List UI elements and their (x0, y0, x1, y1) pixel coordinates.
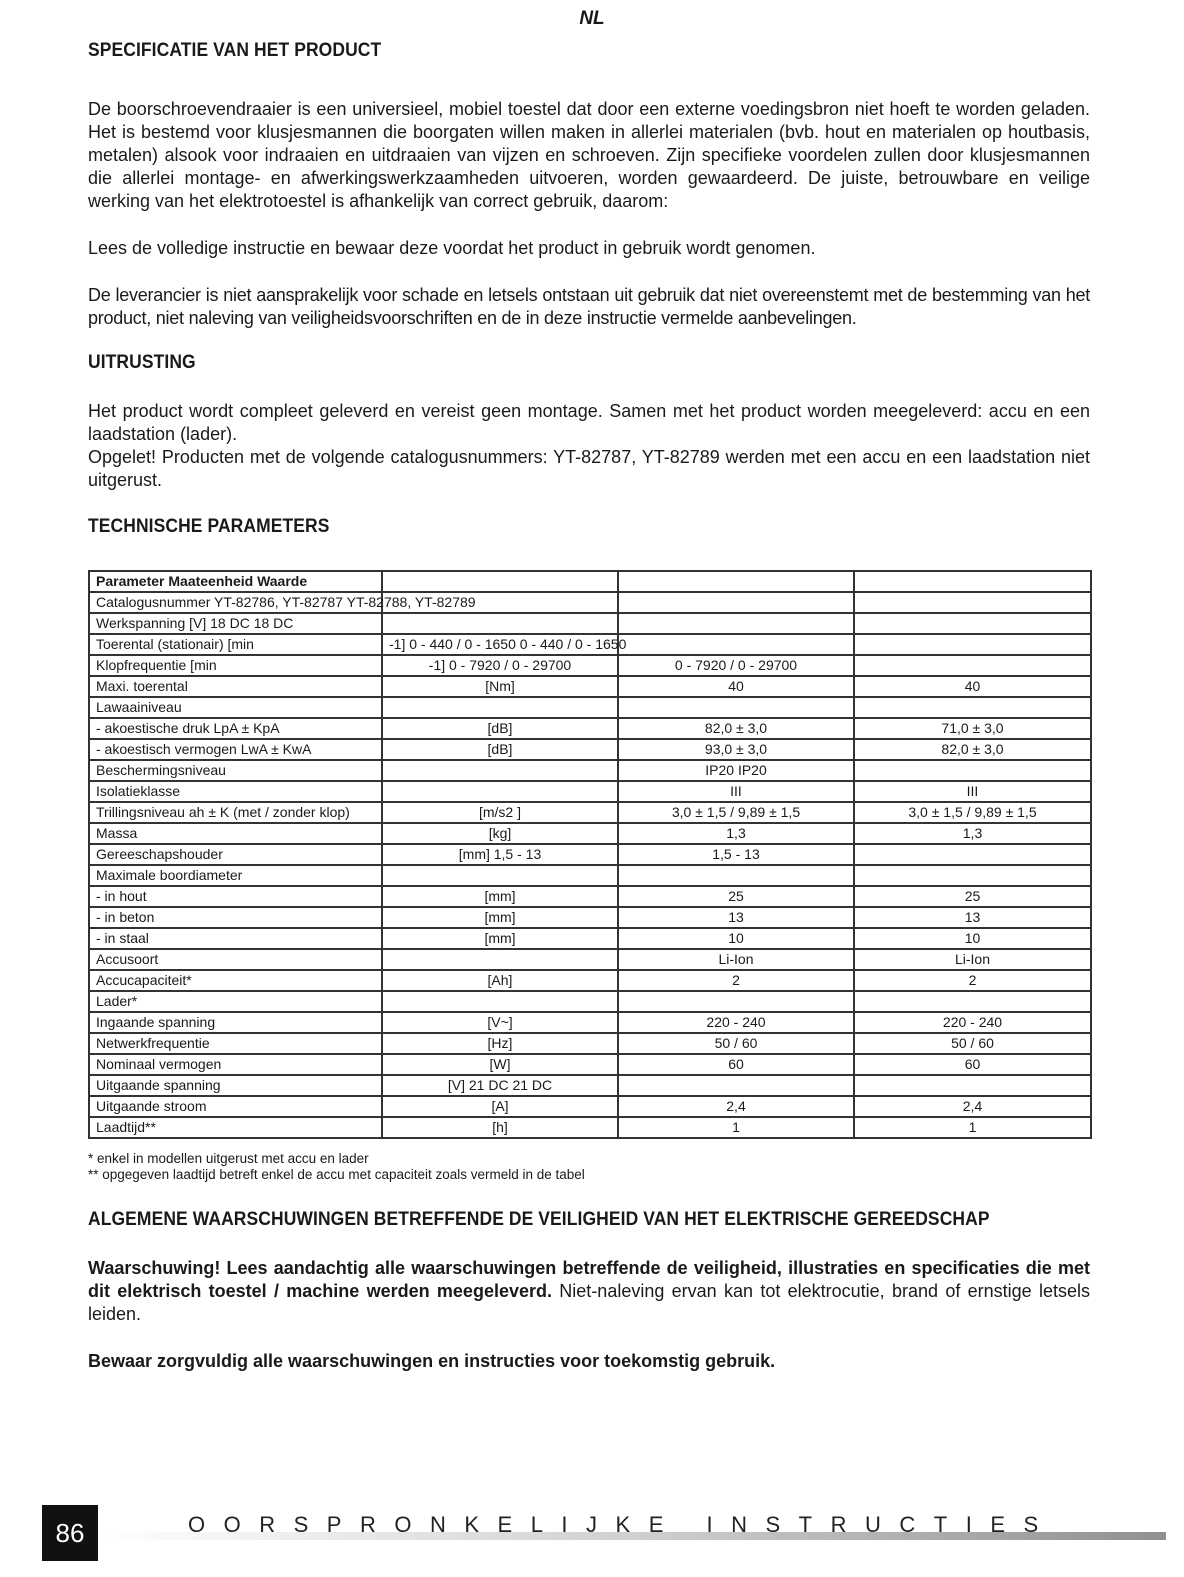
page-number: 86 (42, 1505, 98, 1561)
table-cell (854, 613, 1091, 634)
table-row (89, 970, 1091, 991)
table-cell: 82,0 ± 3,0 (618, 718, 854, 739)
table-row (89, 634, 1091, 655)
table-row (89, 928, 1091, 949)
table-cell: [mm] (382, 886, 618, 907)
table-cell (854, 1075, 1091, 1096)
table-cell (854, 571, 1091, 592)
table-cell: 1,5 - 13 (618, 844, 854, 865)
table-cell: 40 (854, 676, 1091, 697)
footnote-2: ** opgegeven laadtijd betreft enkel de accu met capaciteit zoals vermeld in de tabel (88, 1167, 585, 1182)
table-cell (382, 571, 618, 592)
table-cell: 60 (618, 1054, 854, 1075)
spec-paragraph-1: De boorschroevendraaier is een universieel, mobiel toestel dat door een externe voedingsbron niet hoeft te worden geladen. Het is bestemd voor klusjesmannen die boorgaten willen maken in allerlei materialen (bvb. hout en materialen op houtbasis, metalen) alsook voor indraaien en uitdraaien van vijzen en schroeven. Zijn specifieke voordelen zullen door klusjesmannen die allerlei montage- en afwerkingswerkzaamheden uitvoeren, worden gewaardeerd. De juiste, betrouwbare en veilige werking van het elektrotoestel is afhankelijk van correct gebruik, daarom: (88, 99, 1090, 211)
table-cell: Isolatieklasse (89, 781, 382, 802)
table-cell (618, 697, 854, 718)
table-cell: - in hout (89, 886, 382, 907)
page-content (88, 40, 1090, 1373)
table-cell (854, 655, 1091, 676)
table-cell: 25 (854, 886, 1091, 907)
table-cell: [h] (382, 1117, 618, 1138)
footer-title: OORSPRONKELIJKE INSTRUCTIES (188, 1512, 1057, 1537)
table-row (89, 1117, 1091, 1138)
table-cell: 93,0 ± 3,0 (618, 739, 854, 760)
table-cell: -1] 0 - 7920 / 0 - 29700 (382, 655, 618, 676)
table-row (89, 1054, 1091, 1075)
table-cell: [V] 21 DC 21 DC (382, 1075, 618, 1096)
table-row (89, 1075, 1091, 1096)
safety-keep-instructions: Bewaar zorgvuldig alle waarschuwingen en instructies voor toekomstig gebruik. (88, 1351, 776, 1371)
table-row (89, 739, 1091, 760)
equipment-paragraph-1: Het product wordt compleet geleverd en vereist geen montage. Samen met het product worden meegeleverd: accu en een laadstation (lader). (88, 401, 1090, 444)
table-cell: Parameter Maateenheid Waarde (89, 571, 382, 592)
table-row (89, 676, 1091, 697)
table-cell (382, 949, 618, 970)
table-cell: 10 (618, 928, 854, 949)
safety-warning-rest: Niet-naleving ervan kan tot elektrocutie, brand of ernstige letsels leiden. (88, 1281, 1090, 1324)
table-cell: III (854, 781, 1091, 802)
table-cell: Massa (89, 823, 382, 844)
table-cell: [Ah] (382, 970, 618, 991)
table-cell: 82,0 ± 3,0 (854, 739, 1091, 760)
safety-warning (88, 1257, 1090, 1326)
table-cell: 1 (618, 1117, 854, 1138)
table-cell: Uitgaande stroom (89, 1096, 382, 1117)
table-cell: Lawaainiveau (89, 697, 382, 718)
table-cell (854, 697, 1091, 718)
spec-paragraph-3: De leverancier is niet aansprakelijk voor schade en letsels ontstaan uit gebruik dat niet overeenstemt met de bestemming van het product, niet naleving van veiligheidsvoorschriften en de in deze instructie vermelde aanbevelingen. (88, 285, 1090, 328)
table-cell: [mm] (382, 907, 618, 928)
table-cell: 2 (618, 970, 854, 991)
table-cell: 10 (854, 928, 1091, 949)
table-cell: Laadtijd** (89, 1117, 382, 1138)
table-cell: - in staal (89, 928, 382, 949)
footnote-1: * enkel in modellen uitgerust met accu en lader (88, 1151, 369, 1166)
table-cell (618, 613, 854, 634)
table-cell: 0 - 7920 / 0 - 29700 (618, 655, 854, 676)
table-cell: -1] 0 - 440 / 0 - 1650 0 - 440 / 0 - 1650 (382, 634, 618, 655)
safety-warning-bold: Waarschuwing! Lees aandachtig alle waarschuwingen betreffende de veiligheid, illustraties en specificaties die met dit elektrisch toestel / machine werden meegeleverd. (88, 1258, 1090, 1301)
table-row (89, 886, 1091, 907)
table-cell: Maxi. toerental (89, 676, 382, 697)
table-cell (854, 760, 1091, 781)
table-cell: [W] (382, 1054, 618, 1075)
table-cell: 50 / 60 (618, 1033, 854, 1054)
table-cell: 220 - 240 (854, 1012, 1091, 1033)
table-cell: 3,0 ± 1,5 / 9,89 ± 1,5 (618, 802, 854, 823)
table-cell: 1,3 (618, 823, 854, 844)
table-cell: [Nm] (382, 676, 618, 697)
table-cell (618, 634, 854, 655)
table-cell: [dB] (382, 718, 618, 739)
table-cell: [A] (382, 1096, 618, 1117)
table-row (89, 613, 1091, 634)
table-cell: - in beton (89, 907, 382, 928)
table-cell: 13 (854, 907, 1091, 928)
table-row (89, 655, 1091, 676)
table-cell: Beschermingsniveau (89, 760, 382, 781)
table-cell (618, 865, 854, 886)
table-cell (382, 991, 618, 1012)
table-row (89, 802, 1091, 823)
table-cell (854, 865, 1091, 886)
table-row (89, 718, 1091, 739)
table-footnotes (88, 1151, 1090, 1183)
table-cell (618, 991, 854, 1012)
table-cell: 50 / 60 (854, 1033, 1091, 1054)
table-row (89, 991, 1091, 1012)
table-cell (618, 571, 854, 592)
table-cell: Gereeschapshouder (89, 844, 382, 865)
table-cell: Nominaal vermogen (89, 1054, 382, 1075)
table-cell: 3,0 ± 1,5 / 9,89 ± 1,5 (854, 802, 1091, 823)
table-cell: [dB] (382, 739, 618, 760)
table-cell (382, 697, 618, 718)
table-cell: [mm] (382, 928, 618, 949)
table-cell: - akoestische druk LpA ± KpA (89, 718, 382, 739)
table-cell (854, 991, 1091, 1012)
table-cell: [Hz] (382, 1033, 618, 1054)
table-cell: 40 (618, 676, 854, 697)
equipment-paragraph-2: Opgelet! Producten met de volgende catalogusnummers: YT-82787, YT-82789 werden met een accu en een laadstation niet uitgerust. (88, 447, 1090, 490)
table-cell: 1 (854, 1117, 1091, 1138)
table-cell: 25 (618, 886, 854, 907)
table-row (89, 1033, 1091, 1054)
equipment-heading: UITRUSTING (88, 352, 196, 373)
table-cell (382, 613, 618, 634)
table-cell: 2,4 (618, 1096, 854, 1117)
table-cell: 71,0 ± 3,0 (854, 718, 1091, 739)
table-cell: [mm] 1,5 - 13 (382, 844, 618, 865)
technical-parameters-table (88, 570, 1090, 1139)
table-row (89, 697, 1091, 718)
table-cell: [kg] (382, 823, 618, 844)
table-cell: Werkspanning [V] 18 DC 18 DC (89, 613, 382, 634)
table-cell: 1,3 (854, 823, 1091, 844)
table-cell (854, 634, 1091, 655)
table-cell: [V~] (382, 1012, 618, 1033)
table-cell: Accusoort (89, 949, 382, 970)
table-cell: 2 (854, 970, 1091, 991)
table-cell: Maximale boordiameter (89, 865, 382, 886)
table-cell (854, 844, 1091, 865)
spec-heading: SPECIFICATIE VAN HET PRODUCT (88, 40, 382, 61)
table-row (89, 949, 1091, 970)
spec-paragraph-2: Lees de volledige instructie en bewaar deze voordat het product in gebruik wordt genomen. (88, 238, 816, 258)
table-row (89, 844, 1091, 865)
safety-heading: ALGEMENE WAARSCHUWINGEN BETREFFENDE DE VEILIGHEID VAN HET ELEKTRISCHE GEREEDSCHAP (88, 1209, 990, 1230)
table-row (89, 823, 1091, 844)
table-cell (854, 592, 1091, 613)
table-cell: Klopfrequentie [min (89, 655, 382, 676)
table-row (89, 760, 1091, 781)
table-cell: Netwerkfrequentie (89, 1033, 382, 1054)
table-cell (382, 760, 618, 781)
table-cell: 60 (854, 1054, 1091, 1075)
table-cell: 220 - 240 (618, 1012, 854, 1033)
table-row (89, 571, 1091, 592)
language-code: NL (579, 8, 605, 29)
table-row (89, 1012, 1091, 1033)
table-cell: Toerental (stationair) [min (89, 634, 382, 655)
table-cell: IP20 IP20 (618, 760, 854, 781)
table-cell: Li-Ion (618, 949, 854, 970)
table-row (89, 781, 1091, 802)
table-cell: - akoestisch vermogen LwA ± KwA (89, 739, 382, 760)
table-cell: Uitgaande spanning (89, 1075, 382, 1096)
table-cell: Li-Ion (854, 949, 1091, 970)
table-cell (618, 1075, 854, 1096)
table-cell: 2,4 (854, 1096, 1091, 1117)
technical-heading: TECHNISCHE PARAMETERS (88, 516, 330, 537)
table-row (89, 592, 1091, 613)
table-row (89, 1096, 1091, 1117)
table-cell (382, 865, 618, 886)
table-cell: III (618, 781, 854, 802)
table-row (89, 865, 1091, 886)
table-cell: Lader* (89, 991, 382, 1012)
table-cell (382, 781, 618, 802)
table-cell: Trillingsniveau ah ± K (met / zonder klop) (89, 802, 382, 823)
table-cell: [m/s2 ] (382, 802, 618, 823)
table-cell: Ingaande spanning (89, 1012, 382, 1033)
table-row (89, 907, 1091, 928)
table-cell: 13 (618, 907, 854, 928)
table-cell: Catalogusnummer YT-82786, YT-82787 YT-82788, YT-82789 (89, 592, 382, 613)
table-cell (618, 592, 854, 613)
table-cell: Accucapaciteit* (89, 970, 382, 991)
